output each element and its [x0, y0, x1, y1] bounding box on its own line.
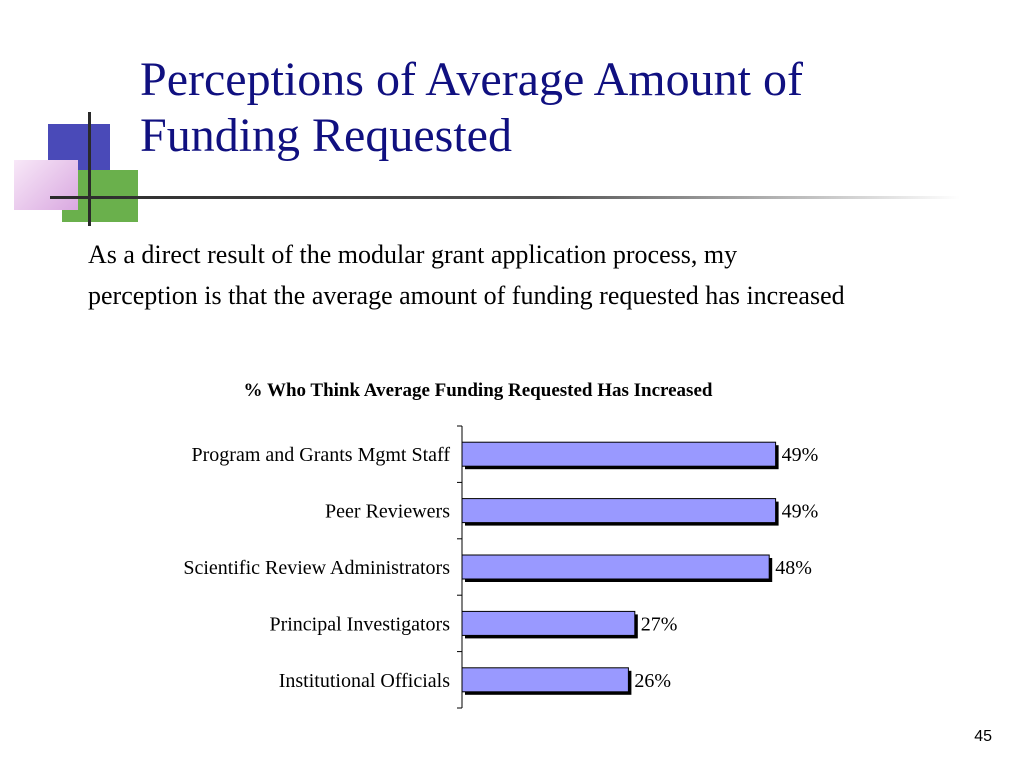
- bar: [462, 499, 776, 523]
- slide-body-text: As a direct result of the modular grant application process, my perception is that the average amount of funding requested has increased: [88, 240, 845, 310]
- category-label: Program and Grants Mgmt Staff: [191, 444, 450, 467]
- decor-title-rule: [50, 196, 960, 199]
- bar-chart: [100, 370, 920, 720]
- value-label: 48%: [775, 557, 812, 579]
- bar: [462, 611, 635, 635]
- page-number: 45: [974, 728, 992, 745]
- value-label: 49%: [781, 444, 819, 467]
- bar: [462, 555, 769, 579]
- chart-title: % Who Think Average Funding Requested Has Increased: [243, 380, 713, 401]
- bar: [462, 668, 628, 692]
- chart-axis: [457, 426, 462, 708]
- category-label: Institutional Officials: [278, 669, 450, 692]
- slide-title-line2: Funding Requested: [140, 109, 512, 162]
- category-label: Principal Investigators: [269, 613, 450, 636]
- bar: [462, 442, 776, 466]
- value-label: 49%: [781, 500, 819, 523]
- category-label: Scientific Review Administrators: [183, 557, 450, 579]
- value-label: 26%: [634, 669, 672, 692]
- category-label: Peer Reviewers: [325, 500, 450, 523]
- decor-pink-square: [14, 160, 78, 210]
- decor-vertical-line: [88, 112, 91, 226]
- slide-title: [140, 52, 1000, 164]
- chart-bars: [183, 442, 818, 695]
- value-label: 27%: [640, 613, 678, 636]
- slide-title-line1: Perceptions of Average Amount of: [140, 53, 803, 106]
